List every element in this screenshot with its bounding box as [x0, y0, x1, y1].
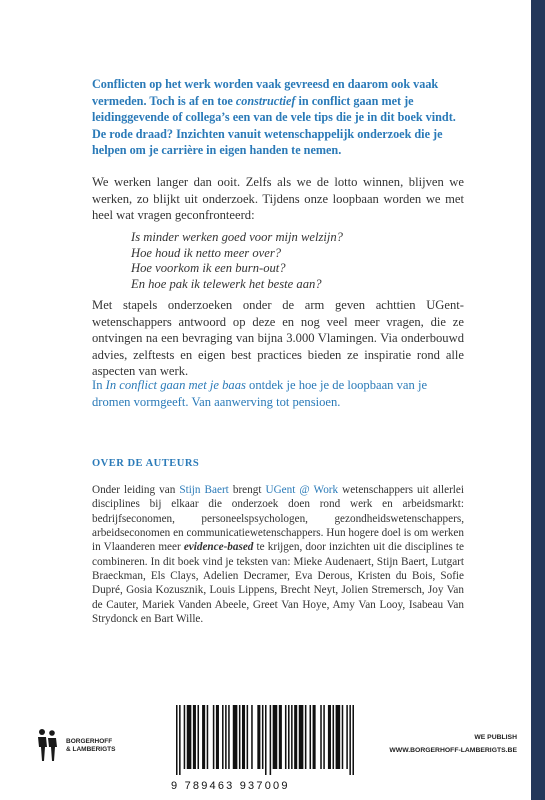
research-group-name: UGent @ Work — [265, 484, 339, 496]
intro-text-1: Conflicten op het werk worden vaak gevreesd en daarom ook vaak vermeden. Toch is af en toe — [92, 77, 439, 108]
authors-heading: OVER DE AUTEURS — [92, 458, 200, 469]
editor-name: Stijn Baert — [179, 484, 229, 496]
question-item: En hoe pak ik telewerk het beste aan? — [131, 276, 322, 291]
paragraph-2: Met stapels onderzoeken onder de arm geven achttien UGent-wetenschappers antwoord op deze en nog veel meer vragen, die ze ontvingen na een bevraging van bijna 3.000 Vlamingen. Via onderbouwd advies, zelftests en eigen best practices bieden ze inspiratie rond alle aspecten van werk. — [92, 298, 464, 378]
authors-text-4: te krijgen, door inzichten uit die disciplines te combineren. In dit boek vind je teksten van: Mieke Audenaert, Stijn Baert, Lutgart Braeckman, Els Clays, Adelien Decramer, Eva Derous, Kristen du Bois, Sofie Dupré, Gosia Kozusznik, Louis Lippens, Brecht Neyt, Jolien Stremersch, Joy Van de Cauter, Mariek Vanden Abeele, Greet Van Hoye, Amy Van Looy, Isabeau Van Strydonck en Bart Wille. — [92, 541, 464, 626]
authors-text — [92, 483, 464, 626]
intro-text-2: in conflict gaan met je leidinggevende of collega’s een van de vele tips die je in dit boek vindt. De rode draad? Inzichten vanuit wetenschappelijk onderzoek die je helpen om je carrière in eigen handen te nemen. — [92, 93, 456, 157]
publisher-name-line-1: BORGERHOFF — [66, 738, 113, 745]
isbn-barcode — [176, 705, 354, 775]
question-item: Hoe houd ik netto meer over? — [131, 245, 282, 260]
intro-emphasis: constructief — [235, 93, 296, 108]
publisher-tagline: WE PUBLISH — [474, 734, 517, 741]
publisher-name — [66, 738, 136, 754]
authors-text-2: brengt — [228, 484, 266, 496]
intro-blurb — [92, 76, 462, 159]
book-spine — [531, 0, 545, 800]
question-item: Hoe voorkom ik een burn-out? — [131, 261, 286, 275]
question-item: Is minder werken goed voor mijn welzijn? — [131, 230, 343, 244]
publisher-website: WWW.BORGERHOFF-LAMBERIGTS.BE — [389, 747, 517, 754]
question-list — [131, 230, 451, 292]
paragraph-1: We werken langer dan ooit. Zelfs als we de lotto winnen, blijven we werken, zo blijkt uit onderzoek. Tijdens onze loopbaan worden we met heel wat vragen geconfronteerd: — [92, 175, 464, 222]
authors-emphasis: evidence-based — [183, 541, 254, 554]
publisher-logo-icon — [35, 728, 59, 764]
isbn-number: 9 789463 937009 — [171, 780, 290, 792]
paragraph-3 — [92, 377, 464, 410]
publisher-name-line-2: & LAMBERIGTS — [66, 746, 116, 753]
paragraph-3-prefix: In — [92, 378, 106, 392]
authors-text-1: Onder leiding van — [92, 484, 180, 496]
authors-text-3: wetenschappers uit allerlei disciplines bij elkaar die onderzoek doen rond werk en arbeidsmarkt: bedrijfseconomen, personeelspsychologen, gezondheidswetenschappers, arbeidseconomen en communicatiewetenschappers. Hun hogere doel is om werken in Vlaanderen meer — [92, 484, 464, 554]
book-title: In conflict gaan met je baas — [105, 378, 246, 392]
paragraph-3-suffix: ontdek je hoe je de loopbaan van je dromen vormgeeft. Van aanwerving tot pensioen. — [92, 378, 428, 409]
